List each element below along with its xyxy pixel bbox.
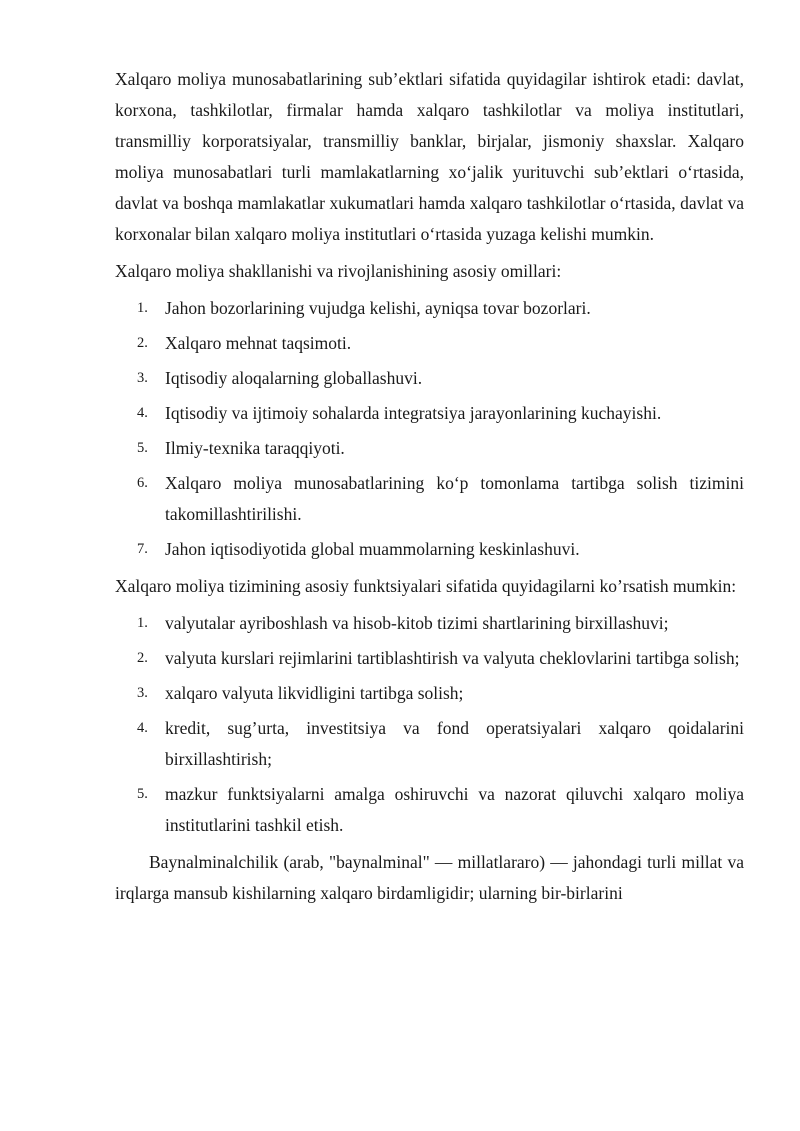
list-number: 1. xyxy=(137,300,148,316)
paragraph-internationalism: Baynalminalchilik (arab, "baynalminal" — millatlararo) — jahondagi turli millat va irqlarga mansub kishilarning xalqaro birdamligidir; ularning bir-birlarini xyxy=(115,852,744,903)
list-item xyxy=(115,713,744,775)
list-item xyxy=(115,328,744,359)
list-number: 3. xyxy=(137,685,148,701)
paragraph-factors-intro: Xalqaro moliya shakllanishi va rivojlanishining asosiy omillari: xyxy=(115,261,562,281)
list-number: 2. xyxy=(137,650,148,666)
paragraph-subjects: Xalqaro moliya munosabatlarining sub’ektlari sifatida quyidagilar ishtirok etadi: davlat, korxona, tashkilotlar, firmalar hamda xalqaro tashkilotlar va moliya institutlari, transmilliy korporatsiyalar, transmilliy banklar, birjalar, jismoniy shaxslar. Xalqaro moliya munosabatlari turli mamlakatlarning xo‘jalik yurituvchi sub’ektlari o‘rtasida, davlat va boshqa mamlakatlar xukumatlari hamda xalqaro tashkilotlar o‘rtasida, davlat va korxonalar bilan xalqaro moliya institutlari o‘rtasida yuzaga kelishi mumkin. xyxy=(115,69,744,244)
list-number: 1. xyxy=(137,615,148,631)
list-item-text: Iqtisodiy aloqalarning globallashuvi. xyxy=(165,368,423,388)
list-number: 7. xyxy=(137,541,148,557)
list-number: 6. xyxy=(137,475,148,491)
list-item xyxy=(115,608,744,639)
list-number: 5. xyxy=(137,440,148,456)
list-item-text: Jahon iqtisodiyotida global muammolarning keskinlashuvi. xyxy=(165,539,580,559)
list-item xyxy=(115,363,744,394)
list-number: 3. xyxy=(137,370,148,386)
list-item xyxy=(115,398,744,429)
list-item-text: valyutalar ayriboshlash va hisob-kitob tizimi shartlarining birxillashuvi; xyxy=(165,613,669,633)
list-number: 2. xyxy=(137,335,148,351)
list-item-text: xalqaro valyuta likvidligini tartibga solish; xyxy=(165,683,464,703)
list-item-text: mazkur funktsiyalarni amalga oshiruvchi va nazorat qiluvchi xalqaro moliya institutlarini tashkil etish. xyxy=(165,784,744,835)
list-number: 4. xyxy=(137,405,148,421)
list-item-text: Iqtisodiy va ijtimoiy sohalarda integratsiya jarayonlarining kuchayishi. xyxy=(165,403,662,423)
functions-list xyxy=(115,608,744,841)
factors-list xyxy=(115,293,744,565)
list-item-text: Jahon bozorlarining vujudga kelishi, ayniqsa tovar bozorlari. xyxy=(165,298,591,318)
list-item-text: Ilmiy-texnika taraqqiyoti. xyxy=(165,438,345,458)
list-item xyxy=(115,293,744,324)
list-item xyxy=(115,534,744,565)
list-item-text: valyuta kurslari rejimlarini tartiblashtirish va valyuta cheklovlarini tartibga solish; xyxy=(165,648,740,668)
list-item xyxy=(115,779,744,841)
list-item xyxy=(115,643,744,674)
list-item xyxy=(115,678,744,709)
list-item-text: kredit, sug’urta, investitsiya va fond operatsiyalari xalqaro qoidalarini birxillashtirish; xyxy=(165,718,744,769)
list-number: 4. xyxy=(137,720,148,736)
paragraph-functions-intro: Xalqaro moliya tizimining asosiy funktsiyalari sifatida quyidagilarni ko’rsatish mumkin: xyxy=(115,576,737,596)
list-item-text: Xalqaro moliya munosabatlarining ko‘p tomonlama tartibga solish tizimini takomillashtirilishi. xyxy=(165,473,744,524)
list-number: 5. xyxy=(137,786,148,802)
list-item xyxy=(115,433,744,464)
list-item xyxy=(115,468,744,530)
list-item-text: Xalqaro mehnat taqsimoti. xyxy=(165,333,352,353)
